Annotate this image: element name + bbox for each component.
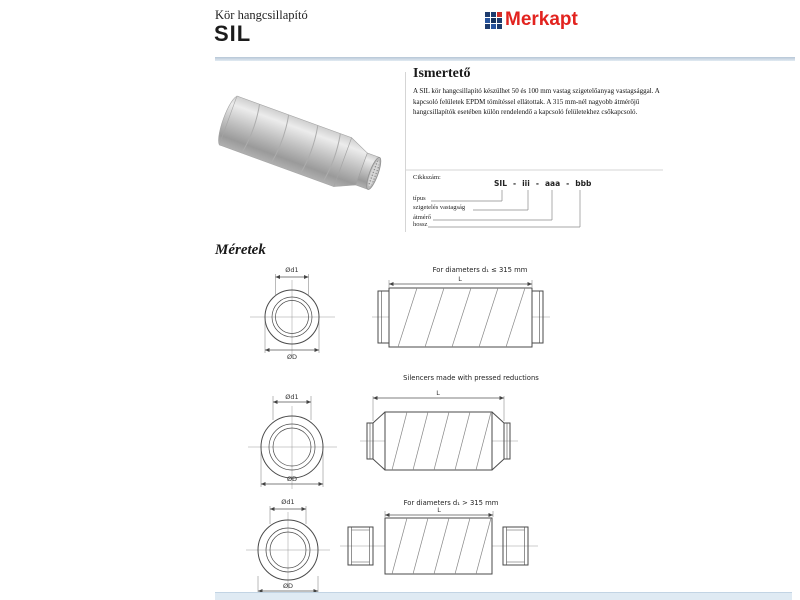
- intro-heading: Ismertető: [413, 66, 471, 81]
- row3-label-D: ØD: [282, 582, 294, 590]
- row2-label-L: L: [436, 389, 440, 397]
- code-part-length: bbb: [575, 179, 592, 188]
- dimensions-heading: Méretek: [215, 242, 266, 258]
- code-dash: -: [512, 179, 517, 188]
- brand-logo: [485, 9, 578, 31]
- code-part-type: SIL: [494, 179, 507, 188]
- diagram-row3: [240, 496, 560, 600]
- header-rule: [215, 57, 795, 61]
- bottom-accent-bar: [215, 592, 792, 600]
- intro-body: A SIL kör hangcsillapító készülhet 50 és 100 mm vastag szigetelőanyag vastagsággal. A kapcsoló felületek EPDM tömítéssel ellátottak. A 315 mm-nél nagyobb átmérőjű hangcsillapítók esetében külön rendelendő a kapcsoló felületekhez csőkapcsoló.: [413, 87, 660, 116]
- row2-side-view: [367, 412, 510, 470]
- row3-label-d1: Ød1: [281, 498, 295, 506]
- row2-label-D: ØD: [286, 475, 298, 483]
- logo-grid-icon: [485, 12, 502, 29]
- row3-caption: For diameters d₁ > 315 mm: [403, 499, 499, 507]
- diagram-row2: [240, 372, 560, 496]
- silencer-photo-group: [215, 94, 387, 199]
- legend-szigeteles: szigetelés vastagság: [413, 204, 466, 211]
- diagram-row1: [240, 262, 560, 376]
- code-part-diameter: aaa: [544, 179, 561, 188]
- code-dash: -: [535, 179, 539, 188]
- row1-caption: For diameters d₁ ≤ 315 mm: [432, 266, 528, 274]
- legend-hossz: hossz: [413, 221, 428, 228]
- legend-tipus: típus: [413, 195, 426, 202]
- legend-atmero: átmérő: [413, 214, 432, 221]
- row1-label-d1: Ød1: [285, 266, 299, 274]
- logo-text: Merkapt: [505, 9, 578, 30]
- code-dash: -: [566, 179, 570, 188]
- row1-label-L: L: [458, 275, 462, 283]
- product-title: SIL: [214, 21, 252, 46]
- ordering-label: Cikkszám:: [413, 174, 441, 181]
- product-subtitle: Kör hangcsillapító: [215, 8, 308, 22]
- row1-label-D: ØD: [286, 353, 298, 361]
- row3-label-L: L: [437, 506, 441, 514]
- row1-side-view: [378, 288, 543, 347]
- code-part-insulation: iii: [522, 179, 530, 188]
- row2-caption: Silencers made with pressed reductions: [403, 374, 539, 382]
- product-photo: [215, 68, 405, 238]
- row2-label-d1: Ød1: [285, 393, 299, 401]
- ordering-leader-lines: [405, 168, 667, 232]
